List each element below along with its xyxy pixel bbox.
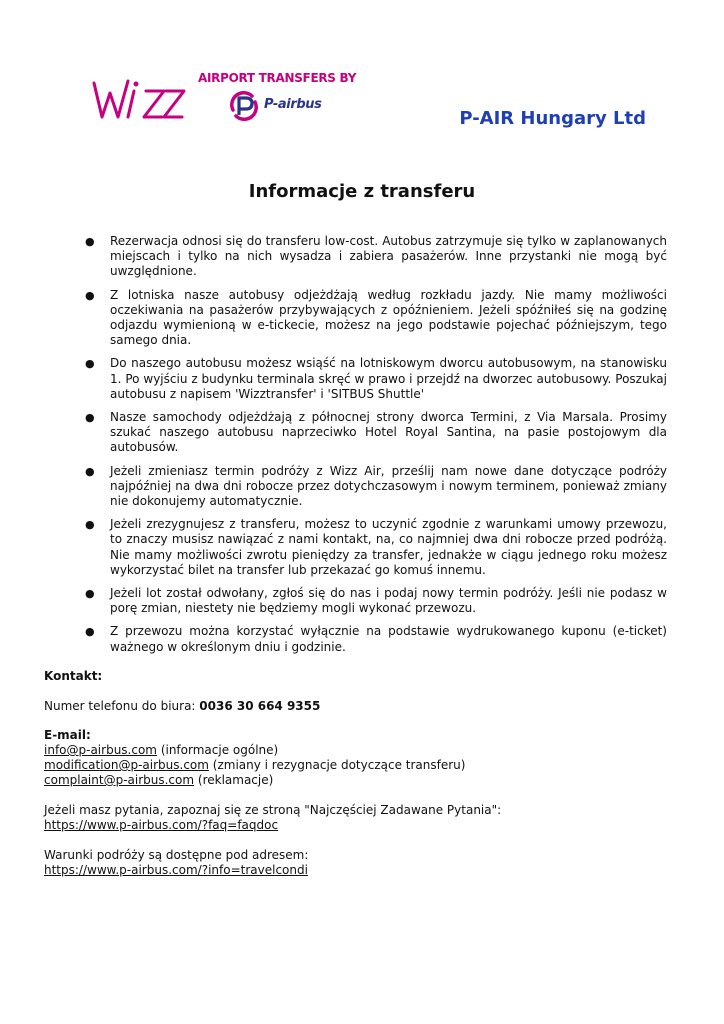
bullet-icon: ● <box>85 411 95 425</box>
faq-link-line <box>44 818 278 833</box>
list-item <box>82 356 667 402</box>
list-item-text: Jeżeli lot został odwołany, zgłoś się do nas i podaj nowy termin podróży. Jeśli nie podasz w porę zmian, niestety nie będziemy mogli wykonać przewozu. <box>110 586 667 616</box>
list-item-text: Z przewozu można korzystać wyłącznie na podstawie wydrukowanego kuponu (e-ticket) ważnego w określonym dniu i godzinie. <box>110 624 667 654</box>
list-item <box>82 288 667 349</box>
bullet-icon: ● <box>85 288 95 302</box>
email-line <box>44 773 273 788</box>
bullet-icon: ● <box>85 235 95 248</box>
bullet-icon: ● <box>85 518 95 532</box>
list-item <box>82 586 667 616</box>
airport-transfers-by-label: AIRPORT TRANSFERS BY <box>198 71 357 85</box>
list-item <box>82 624 667 654</box>
list-item-text: Jeżeli zmieniasz termin podróży z Wizz Air, prześlij nam nowe dane dotyczące podróży najpóźniej na dwa dni robocze przez dotychczasowym i nowym terminem, ponieważ zmiany nie dokonujemy automatycznie. <box>110 463 667 509</box>
email-line <box>44 758 465 773</box>
email-heading: E-mail: <box>44 728 91 742</box>
bullet-icon: ● <box>85 625 95 639</box>
faq-link[interactable]: https://www.p-airbus.com/?faq=faqdoc <box>44 818 279 832</box>
document-title: Informacje z transferu <box>248 181 476 202</box>
contact-heading: Kontakt: <box>44 669 103 683</box>
list-item <box>82 410 667 456</box>
faq-text: Jeżeli masz pytania, zapoznaj się ze stroną "Najczęściej Zadawane Pytania": <box>44 803 502 817</box>
company-name: P-AIR Hungary Ltd <box>459 108 646 129</box>
email-note: (informacje ogólne) <box>157 743 279 757</box>
terms-link[interactable]: https://www.p-airbus.com/?info=travelcondi <box>44 863 308 877</box>
bullet-icon: ● <box>85 587 95 601</box>
terms-link-line <box>44 863 308 878</box>
phone-line <box>44 699 320 714</box>
list-item <box>82 517 667 578</box>
list-item-text: Nasze samochody odjeżdżają z północnej strony dworca Termini, z Via Marsala. Prosimy szukać naszego autobusu naprzeciwko Hotel Royal Santina, na pasie postojowym dla autobusów. <box>110 410 667 455</box>
list-item-text: Z lotniska nasze autobusy odjeżdżają według rozkładu jazdy. Nie mamy możliwości oczekiwania na pasażerów przybywających z opóźnieniem. Jeżeli spóźniłeś się na godzinę odjazdu wymienioną w e-tickecie, możesz na jego podstawie pojechać późniejszym, tego samego dnia. <box>110 287 667 348</box>
email-note: (reklamacje) <box>194 773 274 787</box>
pairbus-logo-icon <box>226 88 262 124</box>
phone-number[interactable]: 0036 30 664 9355 <box>199 699 321 713</box>
list-item-text: Do naszego autobusu możesz wsiąść na lotniskowym dworcu autobusowym, na stanowisku 1. Po wyjściu z budynku terminala skręć w prawo i przejdź na dworzec autobusowy. Poszukaj autobusu z napisem 'Wizztransfer' i 'SITBUS Shuttle' <box>110 356 667 401</box>
phone-label: Numer telefonu do biura: <box>44 699 200 713</box>
bullet-icon: ● <box>85 464 95 478</box>
email-link-info[interactable]: info@p-airbus.com <box>44 743 157 757</box>
list-item-text: Rezerwacja odnosi się do transferu low-cost. Autobus zatrzymuje się tylko w zaplanowanych miejscach i tylko na nich wysadza i zabiera pasażerów. Inne przystanki nie mogą być uwzględnione. <box>110 234 667 279</box>
bullet-icon: ● <box>85 357 95 371</box>
email-note: (zmiany i rezygnacje dotyczące transferu) <box>208 758 466 772</box>
email-link-complaint[interactable]: complaint@p-airbus.com <box>44 773 195 787</box>
list-item-text: Jeżeli zrezygnujesz z transferu, możesz to uczynić zgodnie z warunkami umowy przewozu, to znaczy musisz nawiązać z nami kontakt, na, co najmniej dwa dni robocze przed podróżą. Nie mamy możliwości zwrotu pieniędzy za transfer, jednakże w ciągu jednego roku możesz wykorzystać bilet na transfer lub przekazać go komuś innemu. <box>110 517 667 577</box>
email-link-modification[interactable]: modification@p-airbus.com <box>44 758 209 772</box>
email-line <box>44 743 278 758</box>
list-item <box>82 234 667 280</box>
pairbus-logo-text: P-airbus <box>264 97 322 112</box>
terms-text: Warunki podróży są dostępne pod adresem: <box>44 848 309 862</box>
info-list <box>82 234 667 663</box>
wizz-logo <box>90 75 190 125</box>
list-item <box>82 464 667 510</box>
